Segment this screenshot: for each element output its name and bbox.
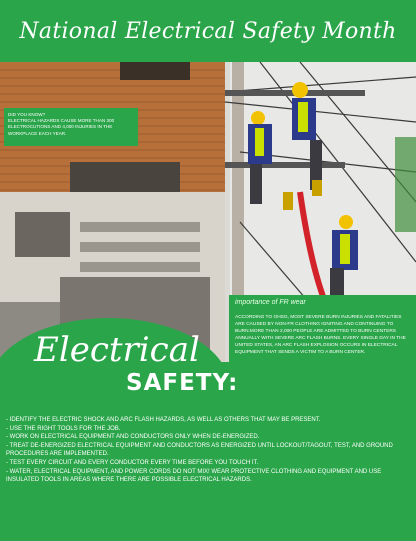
fr-wear-text: ACCORDING TO OHSG, MOST SEVERE BURN INJURIES AND FATALITIES ARE CAUSED BY NON-FR CLOTHING IGNITING AND CONTINUING TO BURN.MORE THAN 2,000 PEOPLE ARE ADMITTED TO BURN CENTERS ANNUALLY WITH SEVERE ARC FLASH BURNS. EVERY SINGLE DAY IN THE UNITED STATES, AN ARC FLASH EXPLOSION OCCURS IN ELECTRICAL EQUIPMENT THAT SENDS A VICTIM TO A BURN CENTER. xyxy=(235,315,406,356)
header-banner xyxy=(0,0,416,62)
tip-item: - WATER, ELECTRICAL EQUIPMENT, AND POWER CORDS DO NOT MIX! WEAR PROTECTIVE CLOTHING AND EQUIPMENT AND USE INSULATED TOOLS IN AREAS WHERE THERE ARE POSSIBLE ELECTRICAL HAZARDS. xyxy=(6,468,382,484)
fr-wear-title: importance of FR wear xyxy=(235,299,306,306)
fr-wear-box xyxy=(229,295,416,385)
did-you-know-box xyxy=(4,108,138,146)
tip-item: - IDENTIFY THE ELECTRIC SHOCK AND ARC FLASH HAZARDS, AS WELL AS OTHERS THAT MAY BE PRESENT. xyxy=(6,417,321,423)
did-you-know-text: ELECTRICAL HAZARDS CAUSE MORE THAN 300 ELECTROCUTIONS AND 4,000 INJURIES IN THE WORKPLACE EACH YEAR. xyxy=(8,118,115,136)
page-title: National Electrical Safety Month xyxy=(19,18,397,44)
safety-tips-list xyxy=(6,416,410,485)
tip-item: - WORK ON ELECTRICAL EQUIPMENT AND CONDUCTORS ONLY WHEN DE-ENERGIZED. xyxy=(6,434,260,441)
tip-item: - USE THE RIGHT TOOLS FOR THE JOB. xyxy=(6,425,121,432)
tip-item: - TEST EVERY CIRCUIT AND EVERY CONDUCTOR EVERY TIME BEFORE YOU TOUCH IT. xyxy=(6,459,259,466)
tip-item: - TREAT DE-ENERGIZED ELECTRICAL EQUIPMENT AND CONDUCTORS AS ENERGIZED UNTIL LOCKOUT/TAGOUT, TEST, AND GROUND PROCEDURES ARE IMPLEMENTED. xyxy=(6,442,393,458)
did-you-know-heading: DID YOU KNOW? xyxy=(8,112,46,117)
section-title-electrical: Electrical xyxy=(34,330,200,370)
section-title-safety: SAFETY: xyxy=(126,370,239,396)
